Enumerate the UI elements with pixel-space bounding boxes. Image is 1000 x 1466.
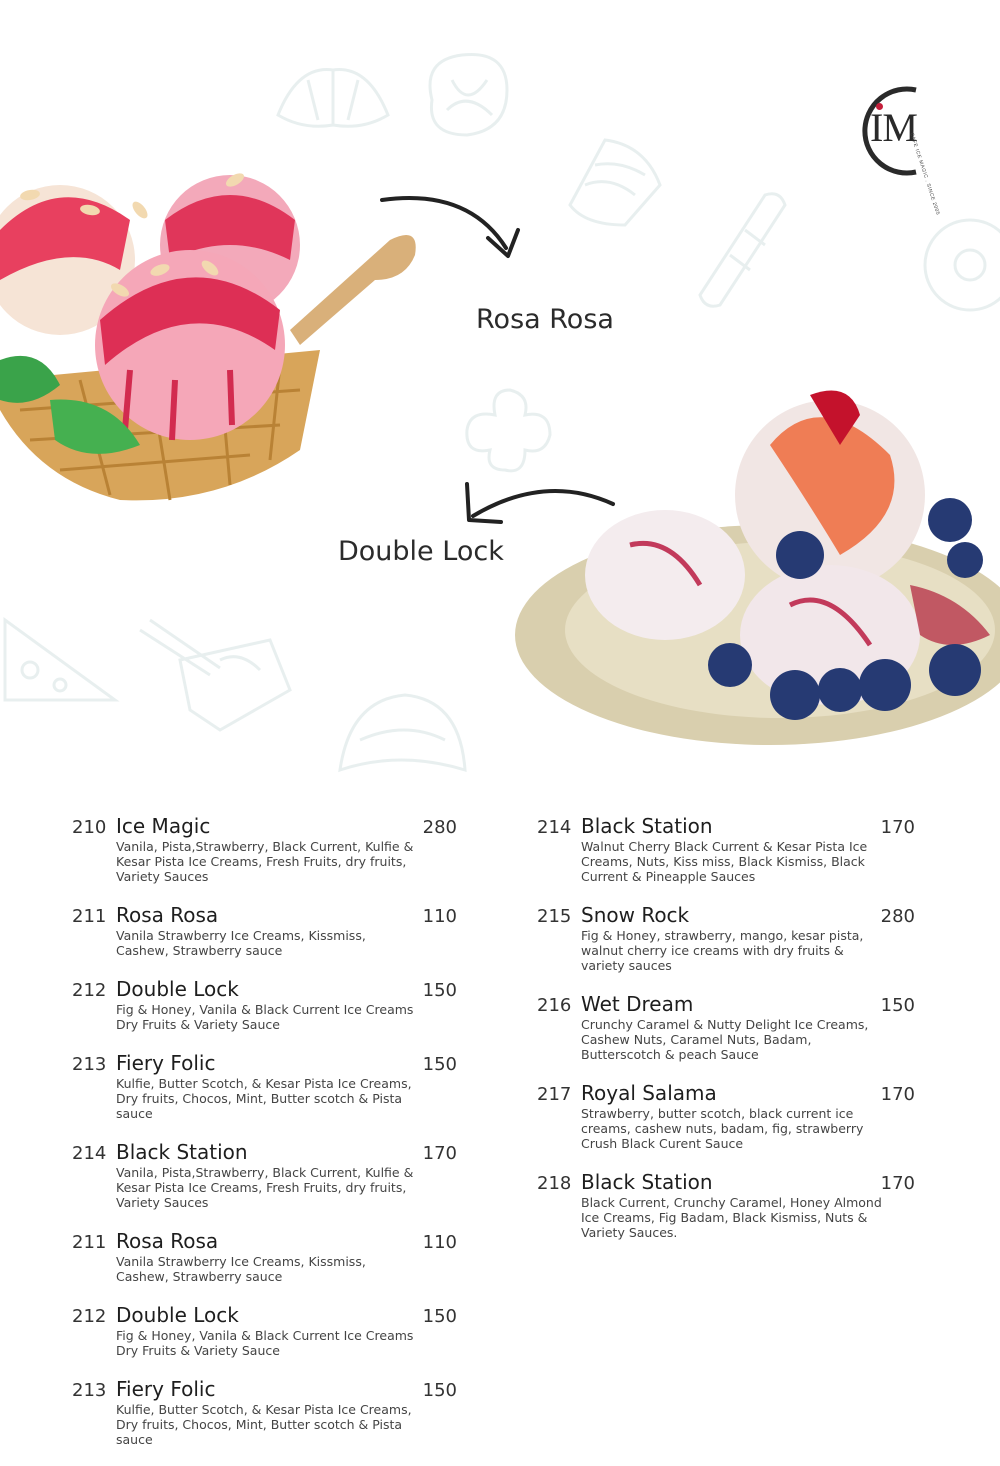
cannoli-doodle-icon: [680, 175, 800, 315]
item-number: 211: [72, 906, 107, 927]
logo-tagline: CAFE ICE MAGIC . SINCE 2005: [908, 132, 941, 216]
item-price: 110: [422, 906, 457, 927]
menu-item: [72, 903, 457, 958]
item-price: 150: [422, 1306, 457, 1327]
item-description: Crunchy Caramel & Nutty Delight Ice Creams, Cashew Nuts, Caramel Nuts, Badam, Butterscotch & peach Sauce: [581, 1017, 869, 1062]
item-price: 280: [880, 906, 915, 927]
item-name: Royal Salama: [581, 1081, 717, 1105]
menu-column-right: [537, 814, 915, 1259]
menu-item: [537, 992, 915, 1062]
item-name: Wet Dream: [581, 992, 694, 1016]
item-number: 218: [537, 1173, 572, 1194]
item-price: 150: [422, 1054, 457, 1075]
item-number: 212: [72, 980, 107, 1001]
item-description: Kulfie, Butter Scotch, & Kesar Pista Ice Creams, Dry fruits, Chocos, Mint, Butter scotch & Pista sauce: [116, 1076, 412, 1121]
item-price: 170: [880, 1084, 915, 1105]
item-price: 150: [422, 1380, 457, 1401]
item-name: Fiery Folic: [116, 1051, 216, 1075]
item-price: 110: [422, 1232, 457, 1253]
item-number: 211: [72, 1232, 107, 1253]
noodle-box-doodle-icon: [130, 600, 300, 740]
item-name: Black Station: [581, 814, 713, 838]
item-description: Strawberry, butter scotch, black current ice creams, cashew nuts, badam, fig, strawberry Crush Black Curent Sauce: [581, 1106, 864, 1151]
donut-doodle-icon: [915, 210, 1000, 320]
caption-rosa-rosa: Rosa Rosa: [476, 304, 614, 335]
menu-item: [72, 1229, 457, 1284]
item-price: 170: [422, 1143, 457, 1164]
item-name: Rosa Rosa: [116, 903, 219, 927]
item-description: Fig & Honey, Vanila & Black Current Ice Creams Dry Fruits & Variety Sauce: [116, 1002, 414, 1032]
item-description: Fig & Honey, Vanila & Black Current Ice Creams Dry Fruits & Variety Sauce: [116, 1328, 414, 1358]
menu-item: [72, 1140, 457, 1210]
menu-item: [537, 1081, 915, 1151]
item-name: Black Station: [581, 1170, 713, 1194]
arrow-to-rosa-rosa-icon: [378, 188, 528, 268]
menu-item: [72, 977, 457, 1032]
menu-column-left: [72, 814, 457, 1466]
item-price: 150: [422, 980, 457, 1001]
item-name: Black Station: [116, 1140, 248, 1164]
sandwich-doodle-icon: [555, 125, 670, 235]
logo-letters: IM: [870, 105, 917, 150]
item-price: 150: [880, 995, 915, 1016]
menu-item: [72, 1051, 457, 1121]
arrow-to-double-lock-icon: [455, 478, 620, 528]
brand-logo: [856, 82, 952, 216]
menu-item: [72, 814, 457, 884]
item-price: 170: [880, 1173, 915, 1194]
item-description: Vanila, Pista,Strawberry, Black Current, Kulfie & Kesar Pista Ice Creams, Fresh Fruits, dry fruits, Variety Sauces: [116, 839, 414, 884]
menu-item: [537, 903, 915, 973]
item-price: 170: [880, 817, 915, 838]
caption-double-lock: Double Lock: [338, 536, 504, 567]
menu-item: [72, 1303, 457, 1358]
menu-item: [72, 1377, 457, 1447]
item-name: Double Lock: [116, 1303, 239, 1327]
rosa-rosa-image: [0, 150, 430, 515]
item-description: Vanila Strawberry Ice Creams, Kissmiss, Cashew, Strawberry sauce: [116, 928, 366, 958]
item-name: Snow Rock: [581, 903, 690, 927]
item-number: 213: [72, 1054, 107, 1075]
item-number: 210: [72, 817, 107, 838]
pizza-slice-doodle-icon: [0, 600, 120, 710]
double-lock-image: [510, 385, 1000, 760]
croissant-doodle-icon: [268, 55, 398, 145]
item-description: Fig & Honey, strawberry, mango, kesar pista, walnut cherry ice creams with dry fruits & variety sauces: [581, 928, 864, 973]
item-number: 213: [72, 1380, 107, 1401]
item-description: Walnut Cherry Black Current & Kesar Pista Ice Creams, Nuts, Kiss miss, Black Kismiss, Black Current & Pineapple Sauces: [581, 839, 868, 884]
item-description: Kulfie, Butter Scotch, & Kesar Pista Ice Creams, Dry fruits, Chocos, Mint, Butter scotch & Pista sauce: [116, 1402, 412, 1447]
pretzel-doodle-icon: [412, 40, 522, 150]
item-name: Rosa Rosa: [116, 1229, 219, 1253]
item-name: Ice Magic: [116, 814, 211, 838]
item-description: Black Current, Crunchy Caramel, Honey Almond Ice Creams, Fig Badam, Black Kismiss, Nuts & Variety Sauces.: [581, 1195, 882, 1240]
item-number: 216: [537, 995, 572, 1016]
taco-doodle-icon: [330, 680, 470, 790]
item-name: Fiery Folic: [116, 1377, 216, 1401]
item-number: 214: [537, 817, 572, 838]
item-description: Vanila Strawberry Ice Creams, Kissmiss, Cashew, Strawberry sauce: [116, 1254, 366, 1284]
menu-item: [537, 1170, 915, 1240]
item-description: Vanila, Pista,Strawberry, Black Current, Kulfie & Kesar Pista Ice Creams, Fresh Fruits, dry fruits, Variety Sauces: [116, 1165, 414, 1210]
item-name: Double Lock: [116, 977, 239, 1001]
menu-item: [537, 814, 915, 884]
item-price: 280: [422, 817, 457, 838]
item-number: 212: [72, 1306, 107, 1327]
item-number: 215: [537, 906, 572, 927]
item-number: 214: [72, 1143, 107, 1164]
item-number: 217: [537, 1084, 572, 1105]
